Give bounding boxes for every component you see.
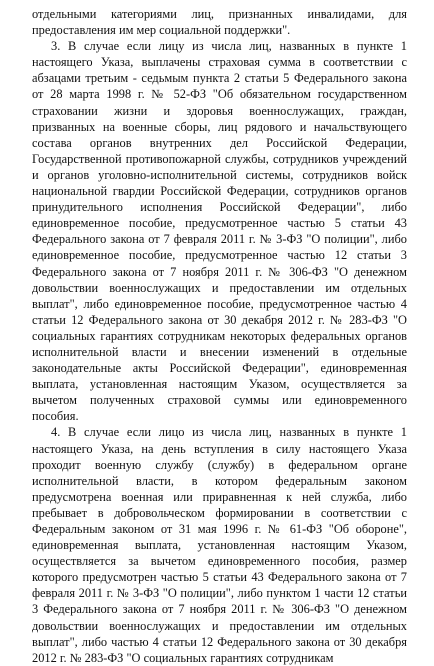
paragraph-item-3: 3. В случае если лицу из числа лиц, названных в пункте 1 настоящего Указа, выплачены страховая сумма в соответствии с абзацами третьим - седьмым пункта 2 статьи 5 Федерального закона от 28 марта 1998 г. № 52-ФЗ "Об обязательном государственном страховании жизни и здоровья военнослужащих, граждан, призванных на военные сборы, лиц рядового и начальствующего состава органов внутренних дел Российской Федерации, Государственной противопожарной службы, сотрудников учреждений и органов уголовно-исполнительной системы, сотрудников войск национальной гвардии Российской Федерации, сотрудников органов принудительного исполнения Российской Федерации", либо единовременное пособие, предусмотренное частью 5 статьи 43 Федерального закона от 7 февраля 2011 г. № 3-ФЗ "О полиции", либо единовременное пособие, предусмотренное частью 12 статьи 3 Федерального закона от 7 ноября 2011 г. № 306-ФЗ "О денежном довольствии военнослужащих и предоставлении им отдельных выплат", либо единовременное пособие, предусмотренное частью 4 статьи 12 Федерального закона от 30 декабря 2012 г. № 283-ФЗ "О социальных гарантиях сотрудникам некоторых федеральных органов исполнительной власти и внесении изменений в отдельные законодательные акты Российской Федерации", единовременная выплата, установленная настоящим Указом, осуществляется за вычетом полученных страховой суммы или единовременного пособия. [32,39,407,424]
document-page [32,6,407,666]
paragraph-continuation: отдельными категориями лиц, признанных инвалидами, для предоставления им мер социальной поддержки". [32,7,407,38]
paragraph-item-4: 4. В случае если лицо из числа лиц, названных в пункте 1 настоящего Указа, на день вступления в силу настоящего Указа проходит военную службу (службу) в федеральном органе исполнительной власти, в котором федеральным законом предусмотрена военная или приравненная к ней служба, либо пребывает в добровольческом формировании в соответствии с Федеральным законом от 31 мая 1996 г. № 61-ФЗ "Об обороне", единовременная выплата, установленная настоящим Указом, осуществляется за вычетом единовременного пособия, размер которого предусмотрен частью 5 статьи 43 Федерального закона от 7 февраля 2011 г. № 3-ФЗ "О полиции", либо пунктом 1 части 12 статьи 3 Федерального закона от 7 ноября 2011 г. № 306-ФЗ "О денежном довольствии военнослужащих и предоставлении им отдельных выплат", либо частью 4 статьи 12 Федерального закона от 30 декабря 2012 г. № 283-ФЗ "О социальных гарантиях сотрудникам [32,425,407,665]
